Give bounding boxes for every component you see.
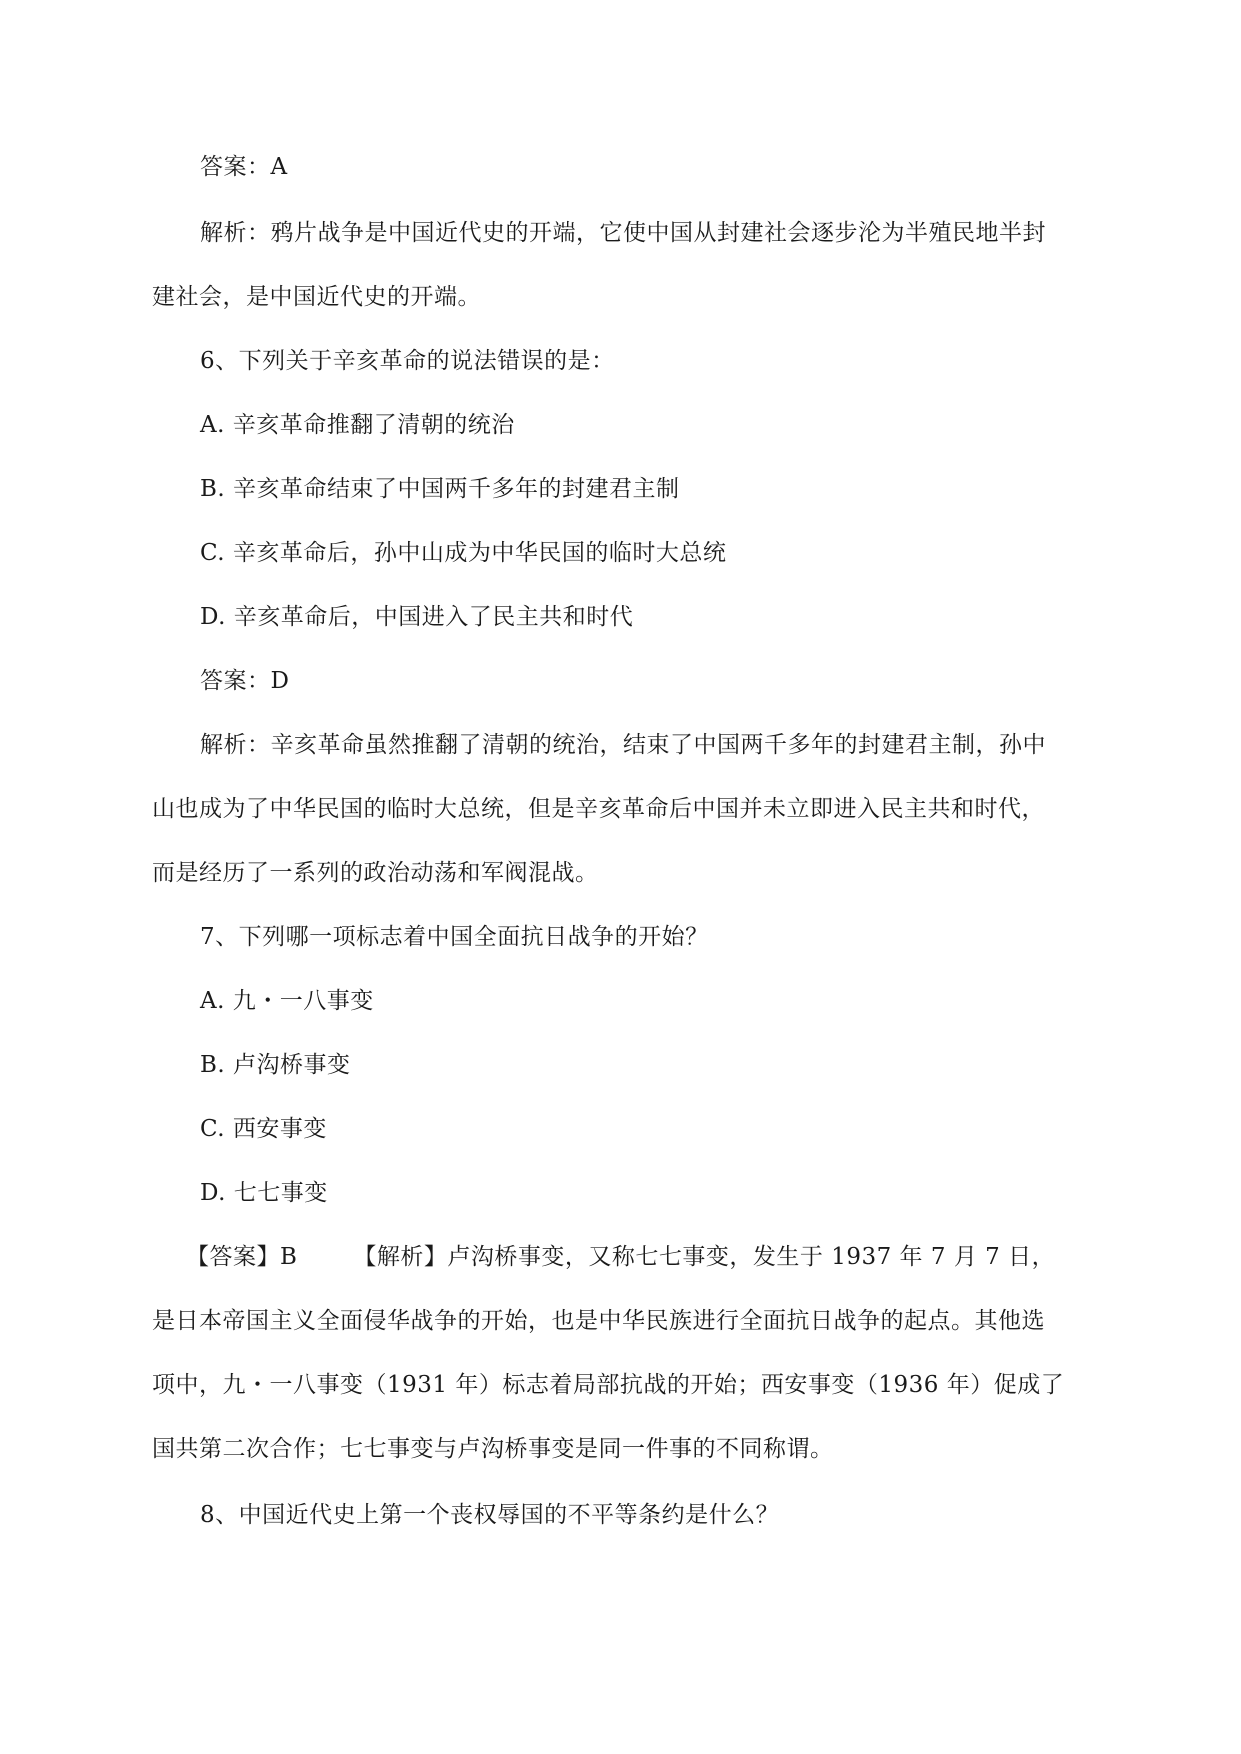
answer-analysis-7-line-1: [186, 1242, 1055, 1272]
question-6: 6、下列关于辛亥革命的说法错误的是：: [200, 348, 615, 374]
analysis-5-line-1: 解析：鸦片战争是中国近代史的开端，它使中国从封建社会逐步沦为半殖民地半封: [200, 220, 1046, 246]
question-6-option-d: D. 辛亥革命后，中国进入了民主共和时代: [200, 604, 634, 630]
question-7: 7、下列哪一项标志着中国全面抗日战争的开始？: [200, 924, 709, 950]
answer-7: 【答案】B: [186, 1244, 298, 1270]
analysis-7-line-3: 项中，九・一八事变（1931 年）标志着局部抗战的开始；西安事变（1936 年）促成了: [152, 1372, 1065, 1398]
answer-5: 答案：A: [200, 154, 288, 180]
question-7-option-c: C. 西安事变: [200, 1116, 327, 1142]
question-7-option-b: B. 卢沟桥事变: [200, 1052, 351, 1078]
question-6-option-c: C. 辛亥革命后，孙中山成为中华民国的临时大总统: [200, 540, 727, 566]
analysis-6-line-1: 解析：辛亥革命虽然推翻了清朝的统治，结束了中国两千多年的封建君主制，孙中: [200, 732, 1046, 758]
analysis-7-line-2: 是日本帝国主义全面侵华战争的开始，也是中华民族进行全面抗日战争的起点。其他选: [152, 1308, 1045, 1334]
analysis-7-head: 【解析】卢沟桥事变，又称七七事变，发生于 1937 年 7 月 7 日，: [353, 1244, 1056, 1270]
question-6-option-a: A. 辛亥革命推翻了清朝的统治: [200, 412, 515, 438]
analysis-6-line-2: 山也成为了中华民国的临时大总统，但是辛亥革命后中国并未立即进入民主共和时代，: [152, 796, 1045, 822]
analysis-7-line-4: 国共第二次合作；七七事变与卢沟桥事变是同一件事的不同称谓。: [152, 1436, 834, 1462]
question-7-option-d: D. 七七事变: [200, 1180, 328, 1206]
analysis-5-line-2: 建社会，是中国近代史的开端。: [152, 284, 481, 310]
question-7-option-a: A. 九・一八事变: [200, 988, 374, 1014]
analysis-6-line-3: 而是经历了一系列的政治动荡和军阀混战。: [152, 860, 599, 886]
question-8: 8、中国近代史上第一个丧权辱国的不平等条约是什么？: [200, 1502, 780, 1528]
question-6-option-b: B. 辛亥革命结束了中国两千多年的封建君主制: [200, 476, 680, 502]
answer-6: 答案：D: [200, 668, 290, 694]
